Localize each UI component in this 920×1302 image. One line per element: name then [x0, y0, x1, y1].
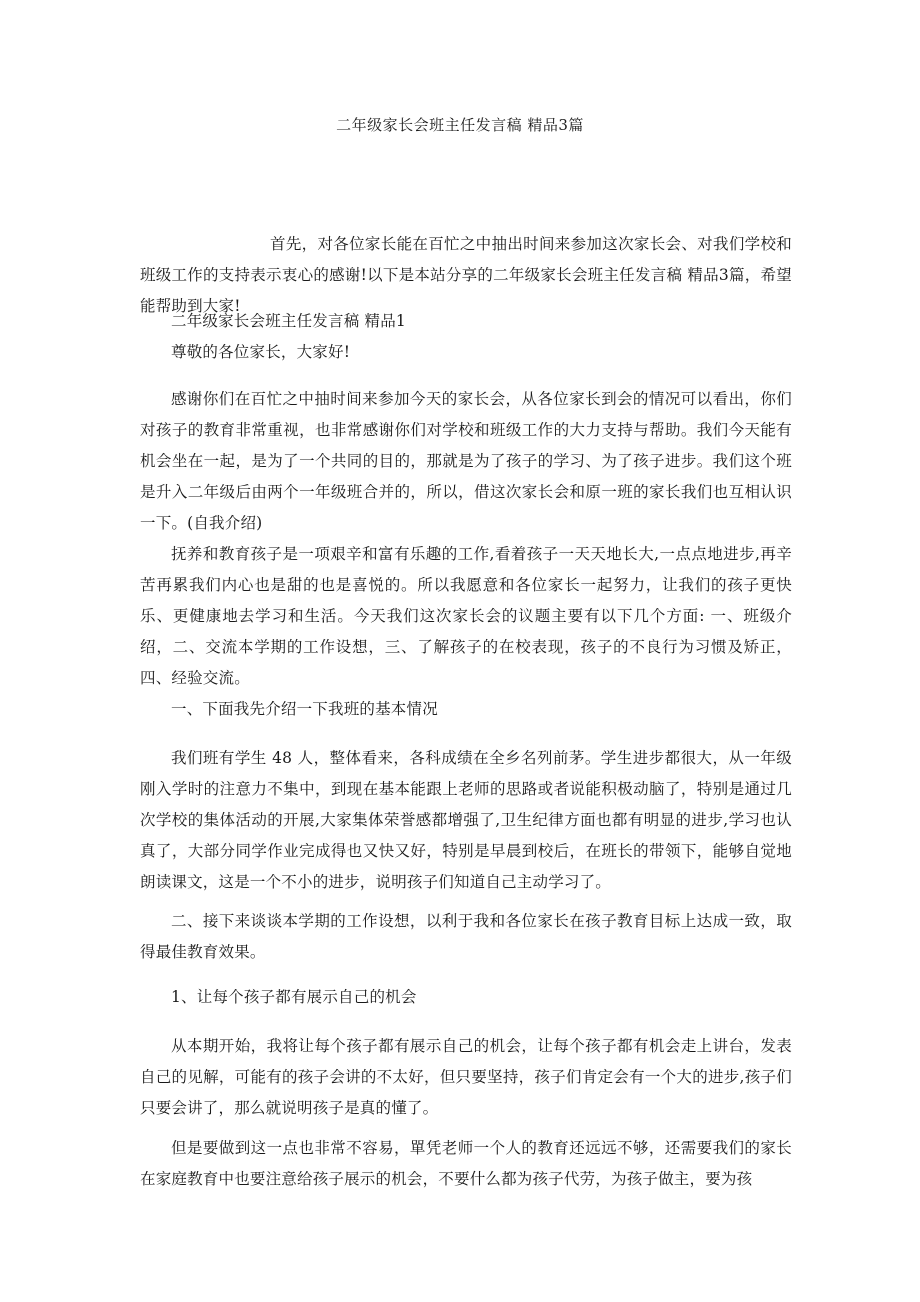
heading-1-block [140, 694, 792, 725]
heading-3-block [140, 982, 792, 1013]
paragraph: 我们班有学生 48 人，整体看来，各科成绩在全乡名列前茅。学生进步都很大，从一年级刚入学时的注意力不集中，到现在基本能跟上老师的思路或者说能积极动脑了，特别是通过几次学校的集体活动的开展,大家集体荣誉感都增强了,卫生纪律方面也都有明显的进步,学习也认真了，大部分同学作业完成得也又快又好，特别是早晨到校后，在班长的带领下，能够自觉地朗读课文，这是一个不小的进步，说明孩子们知道自己主动学习了。 [140, 749, 792, 891]
paragraph: 从本期开始，我将让每个孩子都有展示自己的机会，让每个孩子都有机会走上讲台，发表自己的见解，可能有的孩子会讲的不太好，但只要坚持，孩子们肯定会有一个大的进步,孩子们只要会讲了，那么就说明孩子是真的懂了。 [140, 1037, 792, 1117]
paragraph: 感谢你们在百忙之中抽时间来参加今天的家长会，从各位家长到会的情况可以看出，你们对孩子的教育非常重视，也非常感谢你们对学校和班级工作的大力支持与帮助。我们今天能有机会坐在一起，是为了一个共同的目的，那就是为了孩子的学习、为了孩子进步。我们这个班是升入二年级后由两个一年级班合并的，所以，借这次家长会和原一班的家长我们也互相认识一下。(自我介绍) [140, 390, 792, 532]
document-title: 二年级家长会班主任发言稿 精品3篇 [336, 116, 584, 134]
paragraph: 但是要做到这一点也非常不容易，單凭老师一个人的教育还远远不够，还需要我们的家长在家庭教育中也要注意给孩子展示的机会，不要什么都为孩子代劳，为孩子做主，要为孩 [140, 1139, 792, 1188]
paragraph-3-block [140, 743, 792, 898]
section-heading: 1、让每个孩子都有展示自己的机会 [171, 988, 417, 1006]
intro-paragraph: 首先，对各位家长能在百忙之中抽出时间来参加这次家长会、对我们学校和班级工作的支持表示衷心的感谢!以下是本站分享的二年级家长会班主任发言稿 精品3篇，希望能帮助到大家! [140, 235, 792, 315]
heading-2-block [140, 906, 792, 968]
paragraph-2-block [140, 539, 792, 694]
subtitle-block [140, 306, 792, 368]
section-heading: 二、接下来谈谈本学期的工作设想，以利于我和各位家长在孩子教育目标上达成一致，取得最佳教育效果。 [140, 912, 792, 961]
paragraph-1-block [140, 384, 792, 539]
greeting: 尊敬的各位家长，大家好! [171, 343, 351, 361]
section-subtitle: 二年级家长会班主任发言稿 精品1 [171, 312, 406, 330]
paragraph-4-block [140, 1031, 792, 1124]
section-heading: 一、下面我先介绍一下我班的基本情况 [171, 700, 438, 718]
paragraph: 抚养和教育孩子是一项艰辛和富有乐趣的工作,看着孩子一天天地长大,一点点地进步,再辛苦再累我们内心也是甜的也是喜悦的。所以我愿意和各位家长一起努力，让我们的孩子更快乐、更健康地去学习和生活。今天我们这次家长会的议题主要有以下几个方面: 一、班级介绍，二、交流本学期的工作设想，三、了解孩子的在校表现，孩子的不良行为习惯及矫正，四、经验交流。 [140, 545, 792, 687]
paragraph-5-block [140, 1133, 792, 1195]
